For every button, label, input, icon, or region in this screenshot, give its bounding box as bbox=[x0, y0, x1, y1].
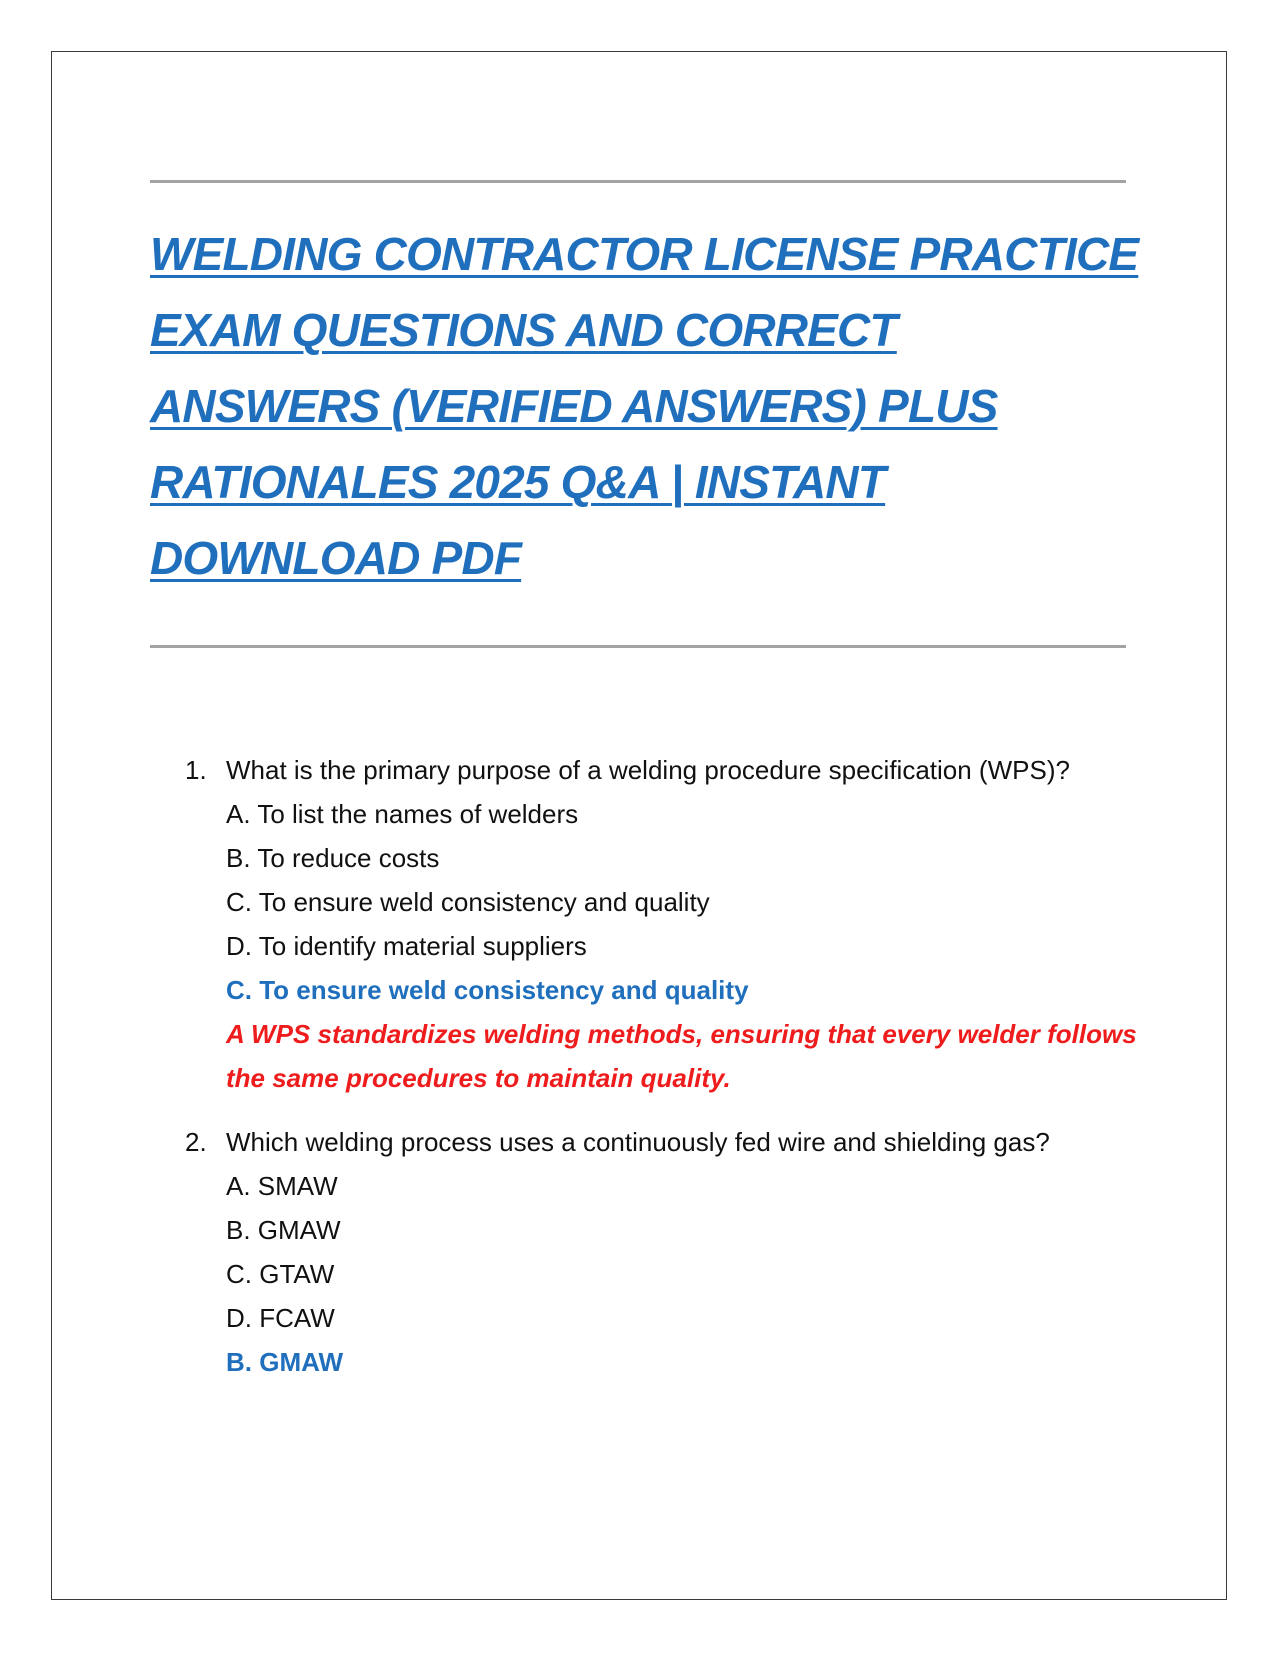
option-d: D. FCAW bbox=[226, 1303, 335, 1333]
option-d: D. To identify material suppliers bbox=[226, 931, 587, 961]
option-c: C. GTAW bbox=[226, 1259, 335, 1289]
question-number: 2. bbox=[185, 1127, 207, 1157]
bottom-divider bbox=[150, 645, 1126, 648]
option-a: A. To list the names of welders bbox=[226, 799, 579, 829]
question-list bbox=[185, 748, 1145, 1384]
question-text: What is the primary purpose of a welding procedure specification (WPS)? bbox=[226, 755, 1070, 785]
question-1 bbox=[185, 748, 1145, 1100]
top-divider bbox=[150, 180, 1126, 183]
title-line: WELDING CONTRACTOR LICENSE PRACTICE bbox=[150, 228, 1139, 280]
option-a: A. SMAW bbox=[226, 1171, 338, 1201]
title-line: DOWNLOAD PDF bbox=[150, 532, 522, 584]
option-b: B. To reduce costs bbox=[226, 843, 440, 873]
title-line: RATIONALES 2025 Q&A | INSTANT bbox=[150, 456, 886, 508]
question-2 bbox=[185, 1120, 1145, 1384]
correct-answer: C. To ensure weld consistency and quality bbox=[226, 975, 749, 1005]
option-b: B. GMAW bbox=[226, 1215, 341, 1245]
question-number: 1. bbox=[185, 755, 207, 785]
option-c: C. To ensure weld consistency and quality bbox=[226, 887, 710, 917]
correct-answer: B. GMAW bbox=[226, 1347, 343, 1377]
question-text: Which welding process uses a continuously fed wire and shielding gas? bbox=[226, 1127, 1050, 1157]
answer-rationale: A WPS standardizes welding methods, ensuring that every welder follows the same procedures to maintain quality. bbox=[226, 1019, 1137, 1093]
title-line: EXAM QUESTIONS AND CORRECT bbox=[150, 304, 897, 356]
document-title bbox=[150, 216, 1140, 596]
title-line: ANSWERS (VERIFIED ANSWERS) PLUS bbox=[150, 380, 998, 432]
